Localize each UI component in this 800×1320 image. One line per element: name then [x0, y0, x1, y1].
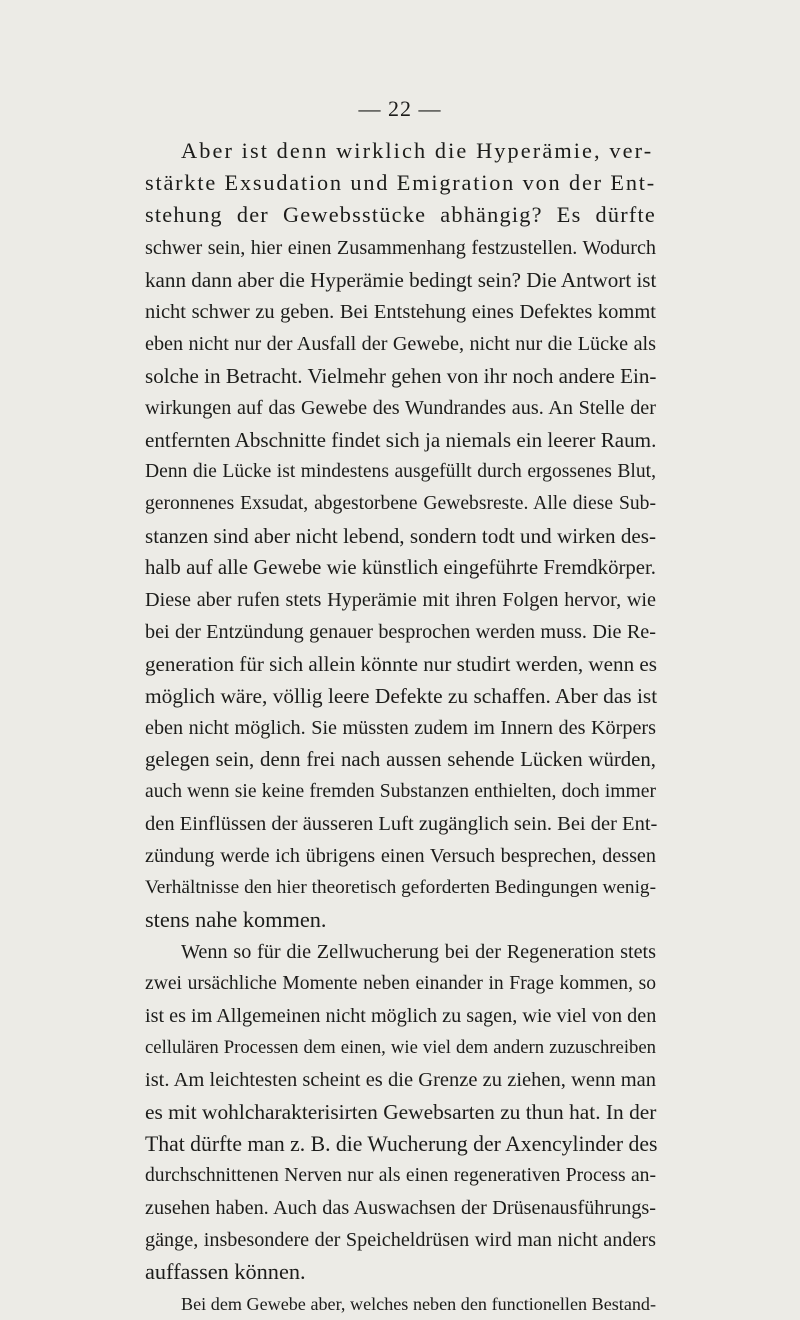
text-line: Bei dem Gewebe aber, welches neben den functionellen Bestand- — [181, 1294, 656, 1314]
text-line: That dürfte man z. B. die Wucherung der Axencylinder des — [145, 1132, 658, 1156]
page-number: — 22 — — [358, 96, 442, 121]
text-line: stärkte Exsudation und Emigration von der Ent- — [145, 170, 656, 195]
text-line: Aber ist denn wirklich die Hyperämie, ver- — [181, 138, 654, 163]
text-line: stanzen sind aber nicht lebend, sondern todt und wirken des- — [145, 524, 656, 548]
text-line: wirkungen auf das Gewebe des Wundrandes aus. An Stelle der — [145, 397, 656, 419]
text-line: kann dann aber die Hyperämie bedingt sein? Die Antwort ist — [145, 268, 657, 292]
text-line: den Einflüssen der äusseren Luft zugänglich sein. Bei der Ent- — [145, 813, 658, 835]
text-line: cellulären Processen dem einen, wie viel dem andern zuzuschreiben — [145, 1037, 656, 1058]
text-line: Wenn so für die Zellwucherung bei der Regeneration stets — [181, 941, 656, 963]
text-line: es mit wohlcharakterisirten Gewebsarten zu thun hat. In der — [145, 1100, 657, 1124]
text-line: möglich wäre, völlig leere Defekte zu schaffen. Aber das ist — [145, 684, 658, 708]
text-line: entfernten Abschnitte findet sich ja niemals ein leerer Raum. — [145, 428, 657, 452]
text-line: solche in Betracht. Vielmehr gehen von ihr noch andere Ein- — [145, 364, 657, 388]
text-line: zündung werde ich übrigens einen Versuch besprechen, dessen — [145, 845, 656, 867]
text-line: gänge, insbesondere der Speicheldrüsen wird man nicht anders — [145, 1229, 656, 1251]
text-line: schwer sein, hier einen Zusammenhang festzustellen. Wodurch — [145, 237, 656, 259]
text-line: geronnenes Exsudat, abgestorbene Gewebsreste. Alle diese Sub- — [145, 493, 656, 514]
text-line: stehung der Gewebsstücke abhängig? Es dürfte — [145, 202, 656, 227]
text-line: Verhältnisse den hier theoretisch geforderten Bedingungen wenig- — [145, 877, 656, 898]
text-line: zusehen haben. Auch das Auswachsen der Drüsenausführungs- — [145, 1197, 656, 1219]
text-line: auch wenn sie keine fremden Substanzen enthielten, doch immer — [145, 781, 656, 802]
text-line: eben nicht möglich. Sie müssten zudem im Innern des Körpers — [145, 717, 656, 739]
text-line: halb auf alle Gewebe wie künstlich eingeführte Fremdkörper. — [145, 556, 656, 579]
text-line: stens nahe kommen. — [145, 907, 327, 932]
text-line: generation für sich allein könnte nur studirt werden, wenn es — [145, 652, 657, 676]
text-line: Diese aber rufen stets Hyperämie mit ihren Folgen hervor, wie — [145, 589, 656, 611]
text-line: eben nicht nur der Ausfall der Gewebe, nicht nur die Lücke als — [145, 333, 656, 355]
text-line: Denn die Lücke ist mindestens ausgefüllt durch ergossenes Blut, — [145, 461, 656, 482]
text-line: auffassen können. — [145, 1259, 306, 1284]
text-line: bei der Entzündung genauer besprochen werden muss. Die Re- — [145, 621, 656, 643]
text-line: durchschnittenen Nerven nur als einen regenerativen Process an- — [145, 1165, 656, 1186]
text-line: zwei ursächliche Momente neben einander in Frage kommen, so — [145, 973, 656, 994]
text-line: nicht schwer zu geben. Bei Entstehung eines Defektes kommt — [145, 301, 656, 323]
text-line: ist es im Allgemeinen nicht möglich zu sagen, wie viel von den — [145, 1005, 657, 1027]
text-line: gelegen sein, denn frei nach aussen sehende Lücken würden, — [145, 748, 656, 771]
text-line: ist. Am leichtesten scheint es die Grenze zu ziehen, wenn man — [145, 1069, 656, 1091]
